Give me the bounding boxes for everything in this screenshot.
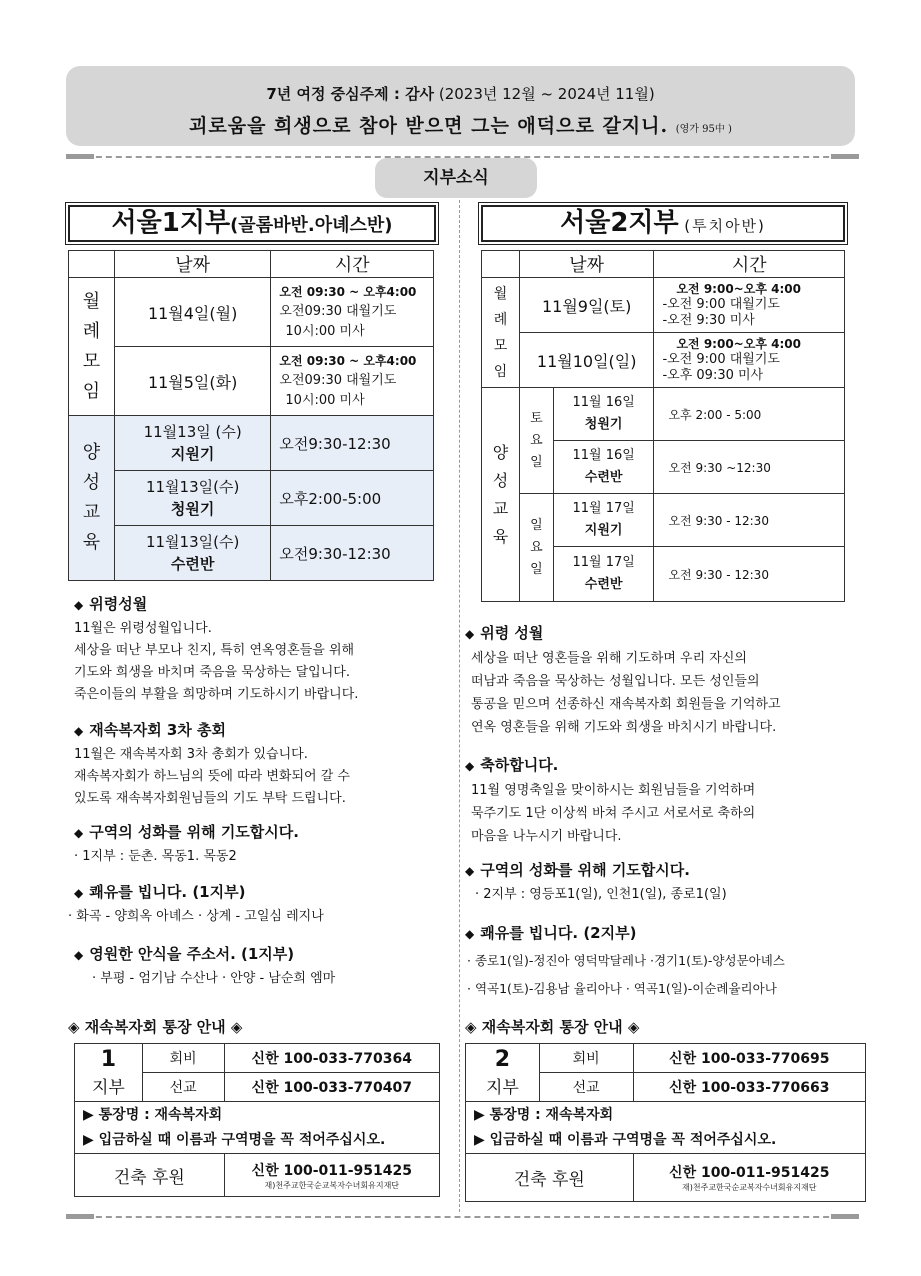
monthly-time: 오전 09:30 ~ 오후4:00 오전09:30 대월기도 10시:00 미사 bbox=[271, 278, 434, 347]
building-donation-label: 건축 후원 bbox=[75, 1154, 225, 1197]
note-recovery-left bbox=[68, 879, 453, 928]
monthly-time: 오전 9:00~오후 4:00 -오전 9:00 대월기도 -오전 9:30 미사 bbox=[654, 278, 845, 333]
training-label: 양성교육 bbox=[69, 416, 115, 581]
note-line: 마음을 나누시기 바랍니다. bbox=[471, 829, 622, 844]
building-donation-label: 건축 후원 bbox=[466, 1154, 634, 1202]
note-title: 위령성월 bbox=[89, 595, 148, 613]
diamond-bullet-icon: ◆ bbox=[465, 627, 475, 641]
note-line: · 부평 - 엄기남 수산나 · 안양 - 남순희 엠마 bbox=[92, 971, 336, 986]
note-general-assembly bbox=[74, 717, 454, 810]
training-time: 오전 9:30 ~12:30 bbox=[654, 441, 845, 494]
note-title: 구역의 성화를 위해 기도합시다. bbox=[89, 823, 299, 841]
note-recovery-right bbox=[465, 920, 855, 1003]
saturday-label: 토요일 bbox=[519, 388, 553, 494]
monthly-date: 11월5일(화) bbox=[114, 347, 271, 416]
diamond-bullet-icon: ◆ bbox=[74, 724, 84, 738]
note-line: 세상을 떠난 영혼들을 위해 기도하며 우리 자신의 bbox=[471, 651, 747, 666]
note-line: 세상을 떠난 부모나 친지, 특히 연옥영혼들을 위해 bbox=[74, 643, 355, 658]
diamond-bullet-icon: ◈ bbox=[465, 1018, 477, 1036]
training-label: 양성교육 bbox=[482, 388, 520, 602]
column-divider bbox=[459, 200, 460, 1212]
column-header-date: 날짜 bbox=[519, 251, 654, 278]
diamond-bullet-icon: ◆ bbox=[465, 864, 475, 878]
account-number: 신한 100-033-770663 bbox=[633, 1073, 865, 1102]
verse-line bbox=[66, 111, 855, 138]
bank-table-right bbox=[465, 1043, 866, 1202]
note-line: 통공을 믿으며 선종하신 재속복자회 회원들을 기억하고 bbox=[471, 697, 781, 712]
table-corner bbox=[482, 251, 520, 278]
sunday-label: 일요일 bbox=[519, 494, 553, 602]
account-number: 신한 100-033-770407 bbox=[224, 1073, 439, 1102]
training-time: 오전9:30-12:30 bbox=[271, 416, 434, 471]
note-line: 11월은 재속복자회 3차 총회가 있습니다. bbox=[74, 747, 308, 762]
branch-number-cell: 2 지부 bbox=[466, 1044, 540, 1102]
account-type: 회비 bbox=[539, 1044, 633, 1073]
training-time: 오후 2:00 - 5:00 bbox=[654, 388, 845, 441]
note-line: 있도록 재속복자회원님들의 기도 부탁 드립니다. bbox=[74, 791, 346, 806]
note-title: 위령 성월 bbox=[480, 624, 544, 642]
verse-reference: (영가 95中 ) bbox=[675, 124, 732, 135]
branch1-name: 서울1지부 bbox=[111, 208, 231, 238]
column-header-date: 날짜 bbox=[114, 251, 271, 278]
diamond-bullet-icon: ◆ bbox=[74, 948, 84, 962]
training-date: 11월 17일 수련반 bbox=[553, 547, 654, 602]
branch1-schedule-table bbox=[68, 250, 434, 581]
building-donation-account: 신한 100-011-951425 재)천주교한국순교복자수녀회유지재단 bbox=[633, 1154, 865, 1202]
note-district-prayer-left bbox=[74, 819, 454, 868]
training-time: 오전 9:30 - 12:30 bbox=[654, 547, 845, 602]
note-district-prayer-right bbox=[465, 857, 855, 906]
divider-cap bbox=[66, 154, 94, 159]
note-line: 재속복자회가 하느님의 뜻에 따라 변화되어 갈 수 bbox=[74, 769, 350, 784]
note-line: 11월은 위령성월입니다. bbox=[74, 621, 212, 636]
section-title: 지부소식 bbox=[375, 158, 537, 198]
account-number: 신한 100-033-770364 bbox=[224, 1044, 439, 1073]
theme-period: (2023년 12월 ~ 2024년 11월) bbox=[438, 85, 655, 103]
table-corner bbox=[69, 251, 115, 278]
note-line: 11월 영명축일을 맞이하시는 회원님들을 기억하며 bbox=[471, 783, 756, 798]
divider-cap bbox=[66, 1214, 94, 1219]
theme-label: 7년 여정 중심주제 : 감사 bbox=[266, 85, 435, 103]
note-line: 떠남과 죽음을 묵상하는 성월입니다. 모든 성인들의 bbox=[471, 674, 760, 689]
training-date: 11월13일(수) 수련반 bbox=[114, 526, 271, 581]
note-line: 묵주기도 1단 이상씩 바쳐 주시고 서로서로 축하의 bbox=[471, 806, 756, 821]
diamond-bullet-icon: ◈ bbox=[230, 1018, 243, 1036]
monthly-date: 11월9일(토) bbox=[519, 278, 654, 333]
diamond-bullet-icon: ◆ bbox=[74, 886, 84, 900]
monthly-time: 오전 9:00~오후 4:00 -오전 9:00 대월기도 -오후 09:30 미사 bbox=[654, 333, 845, 388]
note-line: 연옥 영혼들을 위해 기도와 희생을 바치시기 바랍니다. bbox=[471, 720, 777, 735]
diamond-bullet-icon: ◈ bbox=[627, 1018, 640, 1036]
monthly-meeting-label: 월례모임 bbox=[69, 278, 115, 416]
note-line: 기도와 희생을 바치며 죽음을 묵상하는 달입니다. bbox=[74, 665, 350, 680]
bank-table-left bbox=[74, 1043, 440, 1197]
note-line: · 종로1(일)-정진아 영덕막달레나 ·경기1(토)-양성문아녜스 bbox=[467, 953, 785, 968]
diamond-bullet-icon: ◆ bbox=[74, 598, 84, 612]
account-type: 회비 bbox=[142, 1044, 224, 1073]
account-type: 선교 bbox=[539, 1073, 633, 1102]
note-memorial-month-left bbox=[74, 591, 454, 706]
monthly-date: 11월4일(월) bbox=[114, 278, 271, 347]
building-donation-account: 신한 100-011-951425 재)천주교한국순교복자수녀회유지재단 bbox=[224, 1154, 439, 1197]
divider-bottom bbox=[66, 1216, 859, 1218]
note-eternal-rest bbox=[74, 941, 454, 990]
diamond-bullet-icon: ◆ bbox=[74, 826, 84, 840]
theme-line bbox=[66, 83, 855, 104]
column-header-time: 시간 bbox=[271, 251, 434, 278]
note-title: 쾌유를 빕니다. (1지부) bbox=[89, 883, 246, 901]
note-line: · 1지부 : 둔촌. 목동1. 목동2 bbox=[74, 849, 237, 864]
training-time: 오후2:00-5:00 bbox=[271, 471, 434, 526]
diamond-bullet-icon: ◈ bbox=[68, 1018, 80, 1036]
note-line: · 2지부 : 영등포1(일), 인천1(일), 종로1(일) bbox=[475, 887, 727, 902]
note-memorial-month-right bbox=[465, 620, 855, 739]
note-title: 구역의 성화를 위해 기도합시다. bbox=[480, 861, 690, 879]
note-title: 쾌유를 빕니다. (2지부) bbox=[480, 924, 637, 942]
account-owner-notice: ▶ 통장명 : 재속복자회 ▶ 입금하실 때 이름과 구역명을 꼭 적어주십시오. bbox=[466, 1102, 866, 1154]
branch2-title bbox=[481, 205, 845, 242]
account-type: 선교 bbox=[142, 1073, 224, 1102]
divider-cap bbox=[831, 154, 859, 159]
branch1-title bbox=[68, 205, 436, 242]
account-number: 신한 100-033-770695 bbox=[633, 1044, 865, 1073]
training-date: 11월13일 (수) 지원기 bbox=[114, 416, 271, 471]
training-date: 11월 16일 청원기 bbox=[553, 388, 654, 441]
training-time: 오전9:30-12:30 bbox=[271, 526, 434, 581]
note-title: 축하합니다. bbox=[480, 756, 559, 774]
note-title: 재속복자회 3차 총회 bbox=[89, 721, 227, 739]
column-header-time: 시간 bbox=[654, 251, 845, 278]
monthly-date: 11월10일(일) bbox=[519, 333, 654, 388]
bank-info-label-right: ◈ 재속복자회 통장 안내 ◈ bbox=[465, 1018, 640, 1036]
training-date: 11월 16일 수련반 bbox=[553, 441, 654, 494]
note-line: · 역곡1(토)-김용남 율리아나 · 역곡1(일)-이순례율리아나 bbox=[467, 981, 777, 996]
note-line: 죽은이들의 부활을 희망하며 기도하시기 바랍니다. bbox=[74, 687, 359, 702]
branch2-subtitle: (투치아반) bbox=[684, 217, 766, 235]
bank-info-label-left: ◈ 재속복자회 통장 안내 ◈ bbox=[68, 1018, 243, 1036]
header-banner bbox=[66, 66, 855, 146]
monthly-time: 오전 09:30 ~ 오후4:00 오전09:30 대월기도 10시:00 미사 bbox=[271, 347, 434, 416]
training-date: 11월 17일 지원기 bbox=[553, 494, 654, 547]
monthly-meeting-label: 월례모임 bbox=[482, 278, 520, 388]
verse-text: 괴로움을 희생으로 참아 받으면 그는 애덕으로 갈지니. bbox=[189, 115, 669, 137]
branch2-name: 서울2지부 bbox=[560, 208, 679, 238]
branch-number-cell: 1 지부 bbox=[75, 1044, 143, 1102]
diamond-bullet-icon: ◆ bbox=[465, 759, 475, 773]
note-title: 영원한 안식을 주소서. (1지부) bbox=[89, 945, 295, 963]
branch1-subtitle: (골롬바반.아녜스반) bbox=[230, 215, 393, 236]
account-owner-notice: ▶ 통장명 : 재속복자회 ▶ 입금하실 때 이름과 구역명을 꼭 적어주십시오. bbox=[75, 1102, 440, 1154]
note-line: · 화곡 - 양희옥 아녜스 · 상계 - 고일심 레지나 bbox=[68, 909, 324, 924]
note-congratulations bbox=[465, 752, 855, 848]
divider-cap bbox=[831, 1214, 859, 1219]
diamond-bullet-icon: ◆ bbox=[465, 927, 475, 941]
training-time: 오전 9:30 - 12:30 bbox=[654, 494, 845, 547]
training-date: 11월13일(수) 청원기 bbox=[114, 471, 271, 526]
branch2-schedule-table bbox=[481, 250, 845, 602]
